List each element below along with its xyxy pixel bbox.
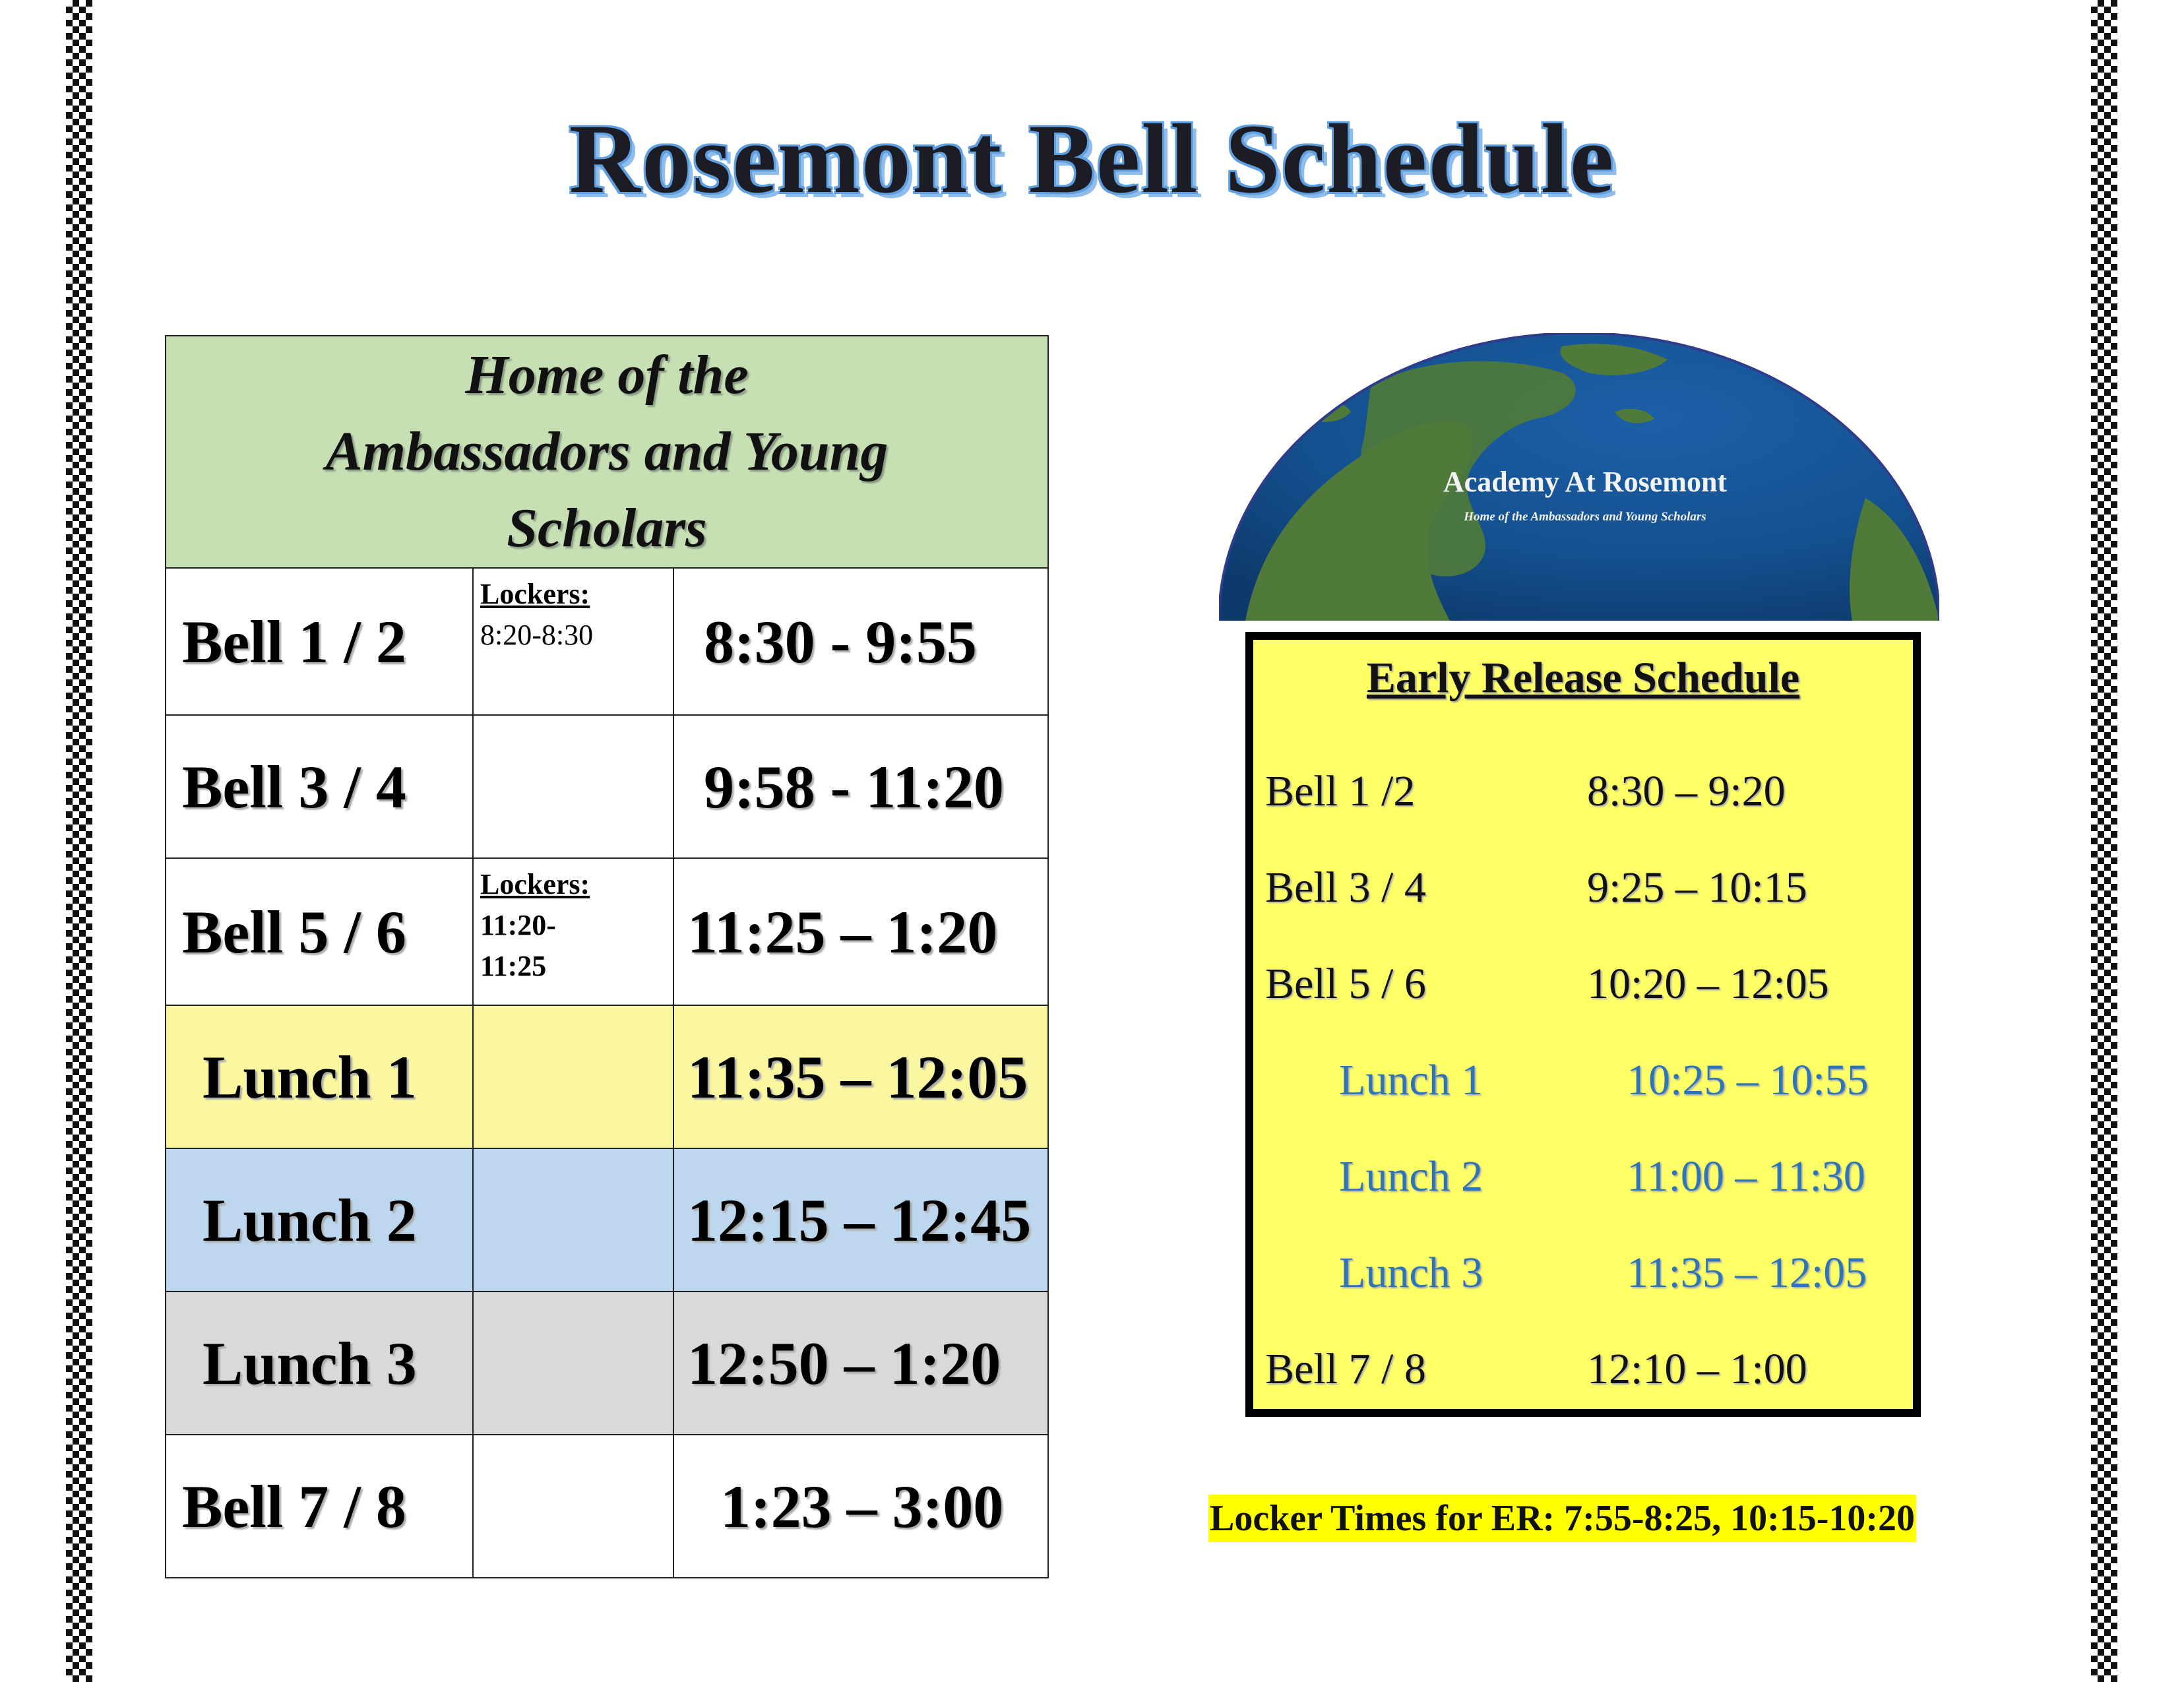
early-release-box bbox=[1245, 632, 1921, 1417]
header-line: Ambassadors and Young bbox=[325, 421, 889, 482]
locker-cell bbox=[473, 568, 673, 715]
er-period-time: 11:35 – 12:05 bbox=[1627, 1249, 1867, 1297]
er-period-time: 12:10 – 1:00 bbox=[1587, 1345, 1807, 1393]
er-period-label: Bell 7 / 8 bbox=[1265, 1345, 1426, 1393]
period-label: Lunch 2 bbox=[166, 1148, 473, 1292]
table-row bbox=[166, 1292, 1048, 1435]
page-title: Rosemont Bell Schedule bbox=[569, 104, 1615, 214]
locker-cell bbox=[473, 1435, 673, 1578]
globe-logo bbox=[1219, 333, 1939, 621]
er-period-label: Bell 3 / 4 bbox=[1265, 863, 1426, 912]
table-row bbox=[166, 715, 1048, 858]
locker-cell bbox=[473, 1005, 673, 1148]
period-label: Bell 3 / 4 bbox=[166, 715, 473, 858]
header-line: Scholars bbox=[507, 497, 707, 559]
locker-heading: Lockers: bbox=[480, 578, 590, 610]
locker-time: 11:20- 11:25 bbox=[480, 909, 556, 982]
er-period-label: Bell 1 /2 bbox=[1265, 767, 1416, 815]
er-period-time: 8:30 – 9:20 bbox=[1587, 767, 1786, 815]
period-label: Bell 7 / 8 bbox=[166, 1435, 473, 1578]
locker-cell bbox=[473, 715, 673, 858]
table-row bbox=[166, 568, 1048, 715]
er-period-label: Lunch 1 bbox=[1339, 1056, 1483, 1104]
table-row bbox=[166, 858, 1048, 1005]
bell-schedule-table bbox=[165, 335, 1049, 1578]
er-period-label: Lunch 3 bbox=[1339, 1249, 1483, 1297]
table-row bbox=[166, 1148, 1048, 1292]
er-period-time: 11:00 – 11:30 bbox=[1627, 1152, 1865, 1200]
period-time: 11:35 – 12:05 bbox=[673, 1005, 1048, 1148]
period-label: Bell 5 / 6 bbox=[166, 858, 473, 1005]
locker-cell bbox=[473, 1148, 673, 1292]
period-label: Lunch 1 bbox=[166, 1005, 473, 1148]
checker-border-left bbox=[66, 0, 92, 1682]
table-header bbox=[166, 336, 1048, 568]
table-row bbox=[166, 1005, 1048, 1148]
header-line: Home of the bbox=[465, 344, 749, 406]
period-time: 11:25 – 1:20 bbox=[673, 858, 1048, 1005]
er-period-label: Lunch 2 bbox=[1339, 1152, 1483, 1200]
period-time: 12:15 – 12:45 bbox=[673, 1148, 1048, 1292]
er-period-time: 9:25 – 10:15 bbox=[1587, 863, 1807, 912]
early-release-title: Early Release Schedule bbox=[1366, 654, 1800, 702]
period-label: Lunch 3 bbox=[166, 1292, 473, 1435]
er-locker-note: Locker Times for ER: 7:55-8:25, 10:15-10:20 bbox=[1208, 1495, 1916, 1542]
table-row bbox=[166, 1435, 1048, 1578]
period-time: 12:50 – 1:20 bbox=[673, 1292, 1048, 1435]
locker-cell bbox=[473, 858, 673, 1005]
logo-name: Academy At Rosemont bbox=[1443, 466, 1728, 498]
period-time: 8:30 - 9:55 bbox=[673, 568, 1048, 715]
locker-cell bbox=[473, 1292, 673, 1435]
period-time: 1:23 – 3:00 bbox=[673, 1435, 1048, 1578]
period-label: Bell 1 / 2 bbox=[166, 568, 473, 715]
er-period-time: 10:20 – 12:05 bbox=[1587, 960, 1829, 1008]
locker-time: 8:20-8:30 bbox=[480, 619, 594, 651]
checker-border-right bbox=[2091, 0, 2117, 1682]
er-period-time: 10:25 – 10:55 bbox=[1627, 1056, 1869, 1104]
locker-heading: Lockers: bbox=[480, 868, 590, 900]
er-period-label: Bell 5 / 6 bbox=[1265, 960, 1426, 1008]
logo-tagline: Home of the Ambassadors and Young Scholars bbox=[1464, 510, 1706, 524]
period-time: 9:58 - 11:20 bbox=[673, 715, 1048, 858]
